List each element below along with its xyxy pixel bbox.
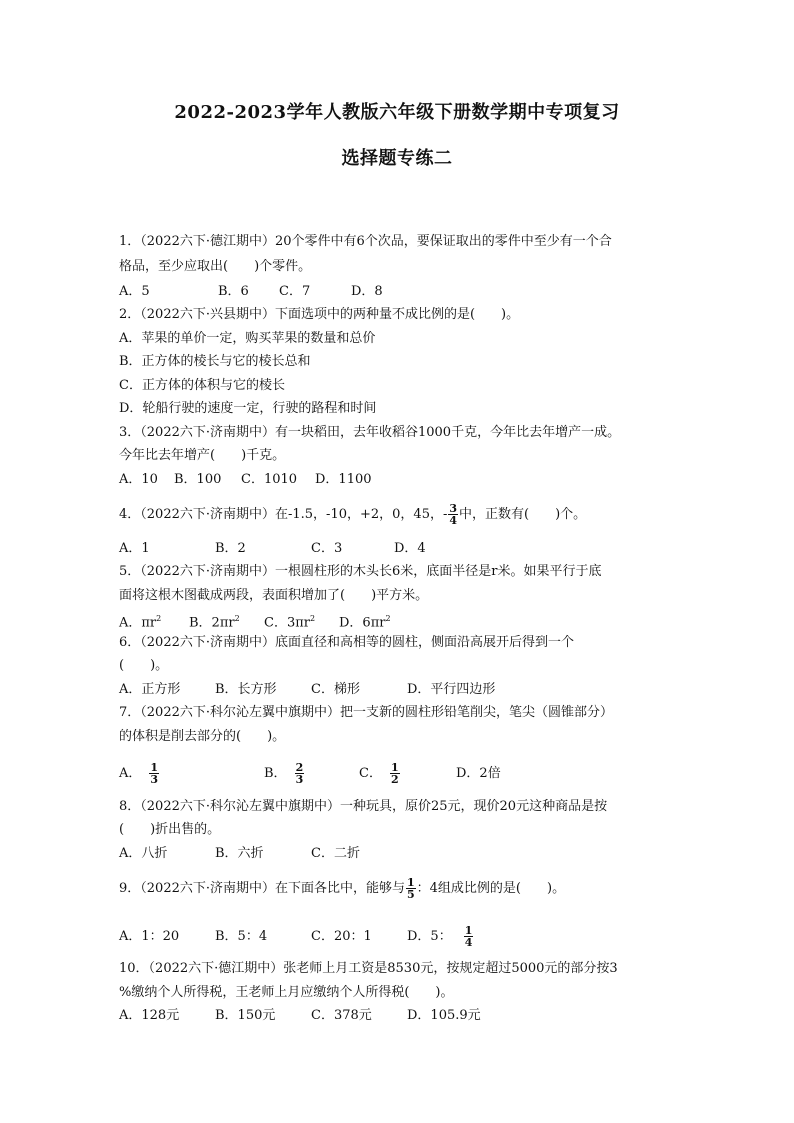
option-a: A．128元 [119, 1008, 180, 1023]
option-d: D．4 [394, 541, 426, 556]
question-8-text-line1: 8．（2022六下·科尔沁左翼中旗期中）一种玩具，原价25元，现价20元这种商品是按 [119, 799, 608, 814]
question-2-option-b: B．正方体的棱长与它的棱长总和 [119, 354, 311, 369]
option-d: D．105.9元 [407, 1008, 481, 1023]
question-9-suffix: ：4组成比例的是( )。 [416, 881, 566, 896]
option-c: C．7 [279, 284, 311, 299]
document-subtitle: 选择题专练二 [341, 148, 453, 169]
question-1-text-line2: 格品，至少应取出( )个零件。 [119, 259, 312, 274]
question-5-text-line1: 5．（2022六下·济南期中）一根圆柱形的木头长6米，底面半径是r米。如果平行于底 [119, 564, 602, 579]
question-9-text [119, 877, 679, 900]
option-c: C．二折 [311, 846, 360, 861]
option-a: A．10 [119, 472, 158, 487]
option-a: A． $\frac{1}{3}$ [119, 761, 159, 786]
option-d: D．平行四边形 [407, 682, 496, 697]
fraction: $\frac{1}{4}$ [464, 924, 473, 949]
question-8-options [119, 845, 679, 863]
question-4-options [119, 540, 679, 558]
question-8-text-line2: ( )折出售的。 [119, 822, 221, 837]
question-3-text-line1: 3．（2022六下·济南期中）有一块稻田，去年收稻谷1000千克，今年比去年增产一成。 [119, 425, 621, 440]
question-1-options [119, 283, 679, 301]
option-c: C．$3\pi r^2$ [264, 614, 316, 631]
question-4-text [119, 503, 679, 526]
fraction: $\frac{1}{3}$ [150, 761, 159, 786]
question-6-text-line2: ( )。 [119, 658, 169, 673]
question-2-option-a: A．苹果的单价一定，购买苹果的数量和总价 [119, 331, 376, 346]
option-c: C．3 [311, 541, 343, 556]
option-d: D．8 [351, 284, 383, 299]
document-title: 2022-2023学年人教版六年级下册数学期中专项复习 [174, 102, 620, 123]
option-c: C．梯形 [311, 682, 360, 697]
option-a: A．$\pi r^2$ [119, 614, 162, 631]
question-2-option-c: C．正方体的体积与它的棱长 [119, 378, 285, 393]
option-d: D．1100 [315, 472, 372, 487]
option-c: C．378元 [311, 1008, 372, 1023]
option-b: B．六折 [215, 846, 264, 861]
question-10-text-line1: 10．（2022六下·德江期中）张老师上月工资是8530元，按规定超过5000元的部分按3 [119, 961, 618, 976]
option-a: A．八折 [119, 846, 168, 861]
option-d: D．5： $\frac{1}{4}$ [407, 924, 473, 949]
question-4-suffix: 中，正数有( )个。 [459, 507, 587, 522]
fraction: $\frac{2}{3}$ [295, 761, 304, 786]
question-7-options [119, 762, 679, 785]
option-c: C．20：1 [311, 929, 372, 944]
question-6-options [119, 681, 679, 699]
fraction [448, 503, 458, 526]
option-d: D．$6\pi r^2$ [339, 614, 391, 631]
option-c: C． $\frac{1}{2}$ [359, 761, 399, 786]
question-7-text-line2: 的体积是削去部分的( )。 [119, 729, 286, 744]
option-b: B．$2\pi r^2$ [189, 614, 240, 631]
question-3-text-line2: 今年比去年增产( )千克。 [119, 448, 286, 463]
option-b: B．5：4 [215, 929, 268, 944]
option-c: C．1010 [241, 472, 298, 487]
option-b: B．长方形 [215, 682, 277, 697]
question-7-text-line1: 7．（2022六下·科尔沁左翼中旗期中）把一支新的圆柱形铅笔削尖，笔尖（圆锥部分） [119, 705, 613, 720]
fraction: $\frac{1}{5}$ [407, 876, 415, 901]
question-3-options [119, 471, 679, 489]
option-d: D．2倍 [456, 766, 501, 781]
question-5-text-line2: 面将这根木图截成两段，表面积增加了( )平方米。 [119, 588, 429, 603]
fraction-denominator: 4 [449, 514, 458, 527]
option-a: A．正方形 [119, 682, 181, 697]
option-a: A．5 [119, 284, 150, 299]
question-5-options [119, 610, 679, 632]
fraction-numerator: 3 [449, 502, 458, 515]
question-2-option-d: D．轮船行驶的速度一定，行驶的路程和时间 [119, 401, 377, 416]
option-b: B．6 [218, 284, 249, 299]
option-a: A．1 [119, 541, 150, 556]
question-10-text-line2: %缴纳个人所得税，王老师上月应缴纳个人所得税( )。 [119, 985, 454, 1000]
option-b: B．2 [215, 541, 246, 556]
question-6-text-line1: 6．（2022六下·济南期中）底面直径和高相等的圆柱，侧面沿高展开后得到一个 [119, 635, 574, 650]
option-a: A．1：20 [119, 929, 180, 944]
question-10-options [119, 1007, 679, 1025]
question-9-options [119, 925, 679, 948]
question-9-prefix: 9．（2022六下·济南期中）在下面各比中，能够与 [119, 881, 405, 896]
question-1-text-line1: 1．（2022六下·德江期中）20个零件中有6个次品，要保证取出的零件中至少有一个合 [119, 234, 612, 249]
fraction: $\frac{1}{2}$ [390, 761, 399, 786]
option-b: B．100 [174, 472, 222, 487]
question-2-text: 2．（2022六下·兴县期中）下面选项中的两种量不成比例的是( )。 [119, 307, 520, 322]
question-4-prefix: 4．（2022六下·济南期中）在-1.5，-10，+2，0，45，- [119, 507, 448, 522]
option-b: B．150元 [215, 1008, 276, 1023]
option-b: B． $\frac{2}{3}$ [264, 761, 304, 786]
